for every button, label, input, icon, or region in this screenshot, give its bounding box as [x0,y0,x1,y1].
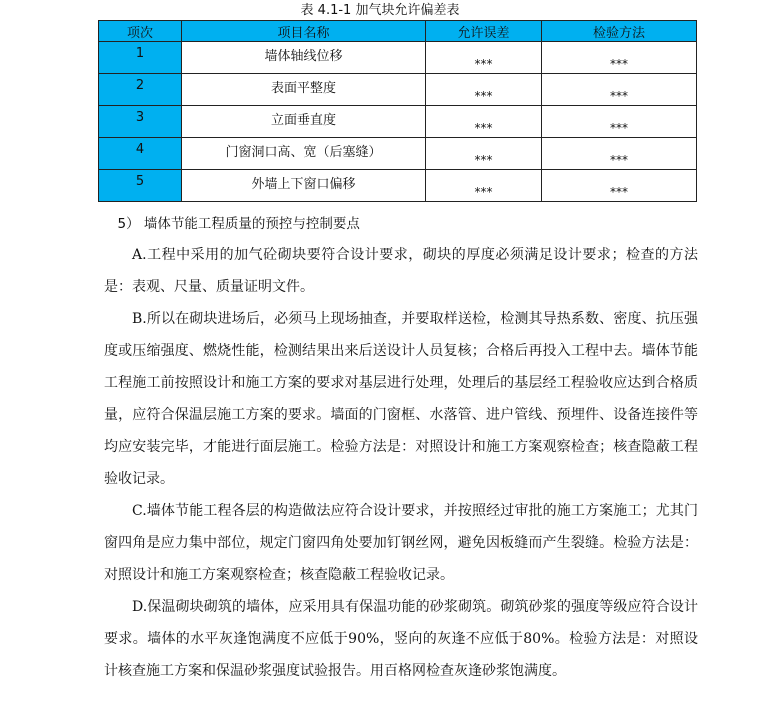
row-number: 2 [99,74,182,106]
row-method: *** [542,170,697,202]
row-method: *** [542,138,697,170]
table-row [99,170,697,202]
row-item-name: 立面垂直度 [182,106,426,138]
table-row [99,74,697,106]
row-item-name: 外墙上下窗口偏移 [182,170,426,202]
row-number: 4 [99,138,182,170]
row-number: 3 [99,106,182,138]
paragraph-b: B.所以在砌块进场后，必须马上现场抽查，并要取样送检，检测其导热系数、密度、抗压强度或压缩强度、燃烧性能，检测结果出来后送设计人员复核；合格后再投入工程中去。墙体节能工程施工前按照设计和施工方案的要求对基层进行处理，处理后的基层经工程验收应达到合格质量，应符合保温层施工方案的要求。墙面的门窗框、水落管、进户管线、预埋件、设备连接件等均应安装完毕，才能进行面层施工。检验方法是：对照设计和施工方案观察检查；核查隐蔽工程验收记录。 [104,311,698,487]
header-item-name: 项目名称 [182,21,426,42]
table-row [99,42,697,74]
row-method: *** [542,42,697,74]
row-tolerance: *** [426,106,542,138]
row-tolerance: *** [426,170,542,202]
paragraph-d: D.保温砌块砌筑的墙体，应采用具有保温功能的砂浆砌筑。砌筑砂浆的强度等级应符合设计要求。墙体的水平灰逢饱满度不应低于90%，竖向的灰逢不应低于80%。检验方法是：对照设计核查施工方案和保温砂浆强度试验报告。用百格网检查灰逢砂浆饱满度。 [104,599,698,679]
paragraph-a: A.工程中采用的加气砼砌块要符合设计要求，砌块的厚度必须满足设计要求；检查的方法是：表观、尺量、质量证明文件。 [104,247,698,295]
table-row [99,106,697,138]
header-item-no: 项次 [99,21,182,42]
row-number: 1 [99,42,182,74]
row-method: *** [542,106,697,138]
row-item-name: 门窗洞口高、宽（后塞缝） [182,138,426,170]
row-number: 5 [99,170,182,202]
row-item-name: 墙体轴线位移 [182,42,426,74]
row-tolerance: *** [426,42,542,74]
tolerance-table [98,20,697,202]
header-method: 检验方法 [542,21,697,42]
paragraph-c: C.墙体节能工程各层的构造做法应符合设计要求，并按照经过审批的施工方案施工；尤其门窗四角是应力集中部位，规定门窗四角处要加钉钢丝网，避免因板缝而产生裂缝。检验方法是：对照设计和施工方案观察检查；核查隐蔽工程验收记录。 [104,503,698,583]
document-body [104,209,698,687]
row-method: *** [542,74,697,106]
table-caption: 表 4.1-1 加气块允许偏差表 [300,3,460,18]
table-row [99,138,697,170]
row-tolerance: *** [426,138,542,170]
row-item-name: 表面平整度 [182,74,426,106]
section-heading: 5） 墙体节能工程质量的预控与控制要点 [117,216,360,232]
row-tolerance: *** [426,74,542,106]
header-tolerance: 允许误差 [426,21,542,42]
table-header-row [99,21,697,42]
